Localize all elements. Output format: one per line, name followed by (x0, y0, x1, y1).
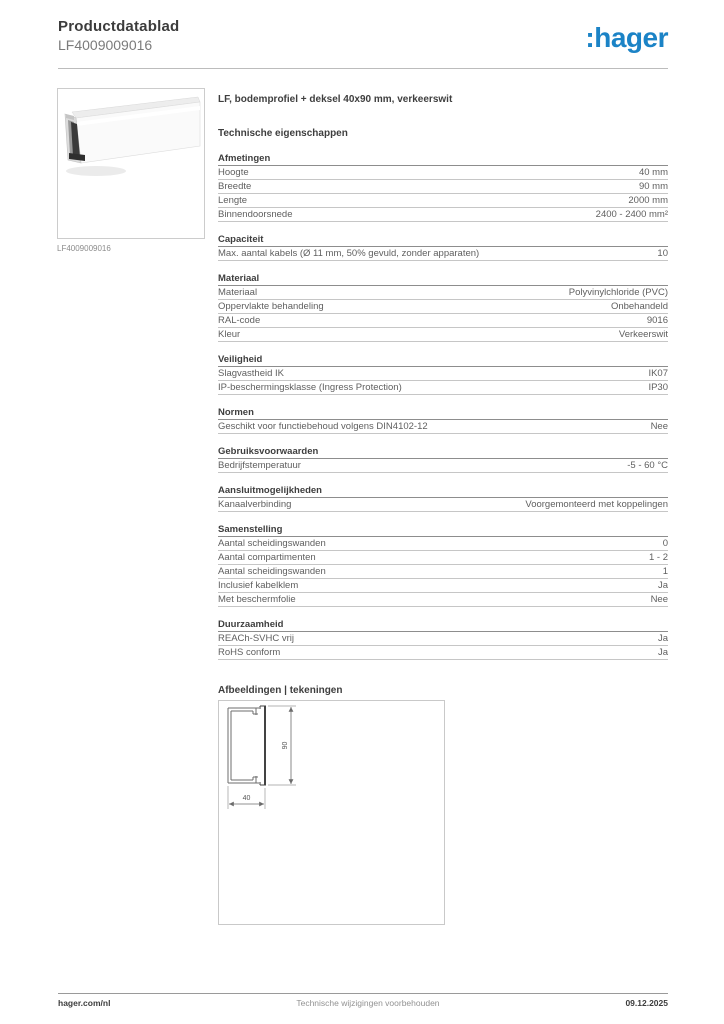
spec-label: Aantal compartimenten (218, 552, 316, 563)
spec-value: Ja (657, 647, 668, 658)
spec-row (218, 194, 668, 208)
spec-value: Nee (650, 421, 668, 432)
header (58, 18, 668, 68)
spec-label: Kanaalverbinding (218, 499, 292, 510)
spec-label: Kleur (218, 329, 241, 340)
spec-value: IK07 (648, 368, 668, 379)
spec-row (218, 593, 668, 607)
product-photo-icon (58, 89, 204, 238)
spec-row (218, 646, 668, 660)
spec-value: IP30 (648, 382, 668, 393)
content-column (218, 88, 668, 925)
spec-value: 1 (662, 566, 668, 577)
product-image-frame (57, 88, 205, 239)
spec-label: Oppervlakte behandeling (218, 301, 324, 312)
footer-website-link[interactable]: hager.com/nl (58, 998, 111, 1008)
spec-value: Onbehandeld (610, 301, 668, 312)
page-title: Productdatablad (58, 18, 180, 35)
hager-logo: :hager (585, 22, 668, 53)
spec-section (218, 445, 668, 473)
spec-label: Aantal scheidingswanden (218, 566, 326, 577)
spec-sections (218, 152, 668, 660)
spec-label: Binnendoorsnede (218, 209, 293, 220)
spec-section (218, 152, 668, 222)
spec-value: Ja (657, 633, 668, 644)
spec-value: -5 - 60 °C (627, 460, 668, 471)
technical-drawing-icon (219, 701, 444, 924)
section-title: Duurzaamheid (218, 618, 668, 632)
spec-label: Hoogte (218, 167, 249, 178)
section-title: Samenstelling (218, 523, 668, 537)
spec-value: 0 (662, 538, 668, 549)
spec-value: 2400 - 2400 mm² (595, 209, 668, 220)
spec-value: 40 mm (638, 167, 668, 178)
section-title: Veiligheid (218, 353, 668, 367)
spec-value: 1 - 2 (648, 552, 668, 563)
spec-section (218, 484, 668, 512)
spec-label: Max. aantal kabels (Ø 11 mm, 50% gevuld, zonder apparaten) (218, 248, 480, 259)
spec-row (218, 367, 668, 381)
section-title: Afmetingen (218, 152, 668, 166)
spec-row (218, 632, 668, 646)
spec-label: IP-beschermingsklasse (Ingress Protection) (218, 382, 402, 393)
spec-row (218, 328, 668, 342)
spec-row (218, 180, 668, 194)
drawings-heading: Afbeeldingen | tekeningen (218, 685, 343, 696)
spec-row (218, 166, 668, 180)
spec-label: Met beschermfolie (218, 594, 296, 605)
spec-value: 90 mm (638, 181, 668, 192)
spec-row (218, 247, 668, 261)
spec-row (218, 565, 668, 579)
product-image-caption: LF4009009016 (57, 244, 111, 253)
spec-label: Breedte (218, 181, 252, 192)
technical-drawing-frame (218, 700, 445, 925)
spec-label: RoHS conform (218, 647, 281, 658)
spec-section (218, 406, 668, 434)
spec-value: Voorgemonteerd met koppelingen (525, 499, 668, 510)
spec-row (218, 579, 668, 593)
spec-value: Ja (657, 580, 668, 591)
section-title: Aansluitmogelijkheden (218, 484, 668, 498)
spec-value: Nee (650, 594, 668, 605)
spec-label: Geschikt voor functiebehoud volgens DIN4102-12 (218, 421, 428, 432)
product-title: LF, bodemprofiel + deksel 40x90 mm, verkeerswit (218, 94, 453, 105)
spec-row (218, 314, 668, 328)
footer-disclaimer: Technische wijzigingen voorbehouden (296, 998, 440, 1008)
section-title: Materiaal (218, 272, 668, 286)
technical-properties-heading: Technische eigenschappen (218, 128, 348, 139)
spec-label: Slagvastheid IK (218, 368, 285, 379)
footer (58, 998, 668, 1008)
product-code: LF4009009016 (58, 37, 153, 53)
spec-section (218, 523, 668, 607)
spec-section (218, 233, 668, 261)
spec-row (218, 498, 668, 512)
spec-value: 2000 mm (628, 195, 668, 206)
spec-value: Verkeerswit (618, 329, 668, 340)
spec-section (218, 353, 668, 395)
spec-label: Aantal scheidingswanden (218, 538, 326, 549)
drawing-height-label: 90 (282, 741, 289, 750)
section-title: Normen (218, 406, 668, 420)
drawing-width-label: 40 (242, 795, 251, 802)
spec-row (218, 208, 668, 222)
section-title: Gebruiksvoorwaarden (218, 445, 668, 459)
spec-label: RAL-code (218, 315, 261, 326)
spec-label: Inclusief kabelklem (218, 580, 299, 591)
spec-row (218, 459, 668, 473)
spec-row (218, 420, 668, 434)
spec-row (218, 381, 668, 395)
spec-row (218, 537, 668, 551)
spec-section (218, 272, 668, 342)
spec-value: 10 (657, 248, 668, 259)
spec-row (218, 551, 668, 565)
footer-date: 09.12.2025 (625, 998, 668, 1008)
footer-divider (58, 993, 668, 994)
spec-section (218, 618, 668, 660)
spec-label: Lengte (218, 195, 248, 206)
spec-label: Materiaal (218, 287, 258, 298)
spec-value: Polyvinylchloride (PVC) (568, 287, 668, 298)
section-title: Capaciteit (218, 233, 668, 247)
header-divider (58, 68, 668, 69)
spec-label: REACh-SVHC vrij (218, 633, 295, 644)
spec-label: Bedrijfstemperatuur (218, 460, 301, 471)
spec-value: 9016 (646, 315, 668, 326)
spec-row (218, 286, 668, 300)
spec-row (218, 300, 668, 314)
